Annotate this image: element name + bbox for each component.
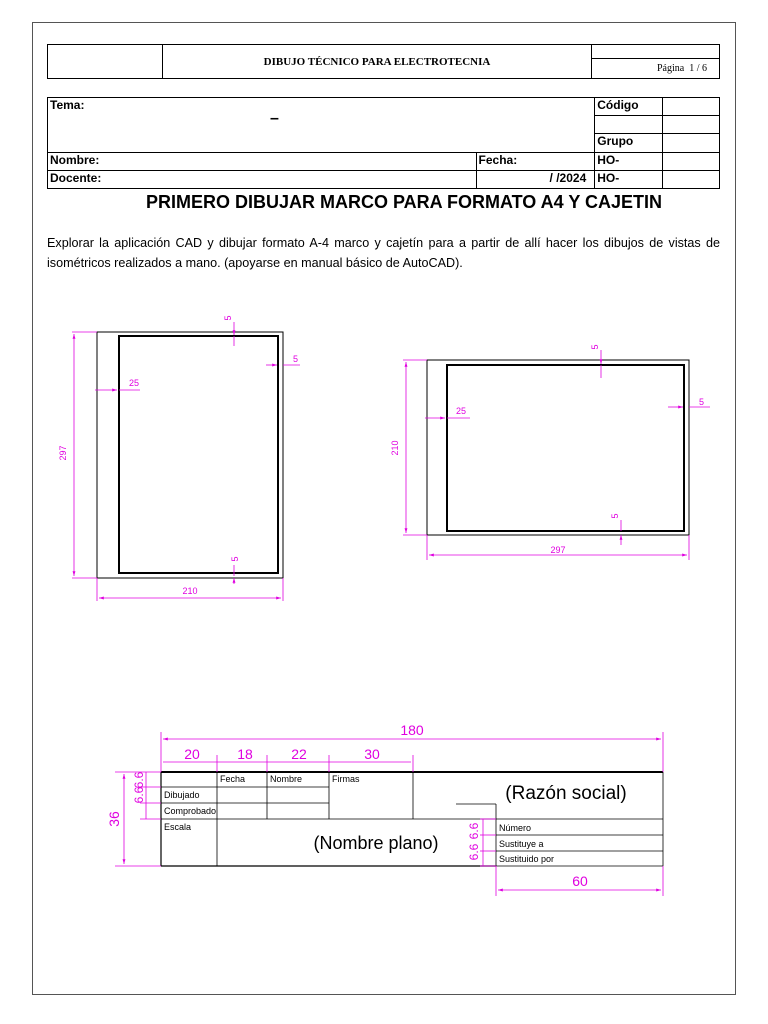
ho1-label: HO- <box>595 152 662 170</box>
landscape-dim-top: 5 <box>590 344 600 350</box>
ho2-label: HO- <box>595 170 662 188</box>
nombre-label: Nombre: <box>48 152 477 170</box>
course-title: DIBUJO TÉCNICO PARA ELECTROTECNIA <box>163 45 592 79</box>
description: Explorar la aplicación CAD y dibujar formato A-4 marco y cajetín para a partir de allí hacer los dibujos de vistas de isométricos realizados a mano. (apoyarse en manual básico de AutoCAD). <box>47 236 720 270</box>
cajetin-fecha: Fecha <box>220 774 246 784</box>
page-label: Página <box>657 63 685 74</box>
cajetin-nombre-plano: (Nombre plano) <box>313 833 439 853</box>
tema-label: Tema: <box>50 98 85 112</box>
landscape-dim-right: 5 <box>699 397 705 407</box>
cajetin-drawing <box>106 722 663 896</box>
portrait-a4-drawing <box>58 315 300 601</box>
cajetin-dim-col3: 22 <box>291 746 307 762</box>
portrait-dim-bottom: 5 <box>230 556 240 562</box>
cajetin-comprobado: Comprobado <box>164 806 217 816</box>
cajetin-razon-social: (Razón social) <box>505 783 627 804</box>
cajetin-numero: Número <box>499 823 532 833</box>
portrait-frame <box>119 336 278 573</box>
date-value: / /2024 <box>476 170 595 188</box>
cajetin-dim-total: 180 <box>400 722 424 738</box>
cajetin-sustituye: Sustituye a <box>499 839 544 849</box>
page-value: 1 / 6 <box>689 63 707 74</box>
landscape-dim-bottom: 5 <box>610 513 620 519</box>
cajetin-dim-row2: 6.6 <box>132 786 146 804</box>
portrait-dim-top: 5 <box>223 315 233 321</box>
cajetin-dim-row1: 6.6 <box>132 771 146 789</box>
landscape-frame <box>447 365 684 531</box>
cajetin-nombre: Nombre <box>270 774 303 784</box>
fecha-label: Fecha: <box>476 152 595 170</box>
grupo-label: Grupo <box>595 134 662 152</box>
landscape-dim-left: 25 <box>456 406 467 416</box>
portrait-dim-width: 210 <box>182 586 198 596</box>
cajetin-dim-bottom-right: 60 <box>572 873 588 889</box>
cajetin-dim-col4: 30 <box>364 746 380 762</box>
cajetin-dim-row3: 6.6 <box>467 822 481 840</box>
docente-label: Docente: <box>48 170 477 188</box>
cajetin-dim-row4: 6.6 <box>467 843 481 861</box>
portrait-sheet <box>97 332 283 578</box>
portrait-dim-right: 5 <box>293 354 299 364</box>
cajetin-dibujado: Dibujado <box>164 790 200 800</box>
cajetin-sustituido: Sustituido por <box>499 854 555 864</box>
main-heading: PRIMERO DIBUJAR MARCO PARA FORMATO A4 Y CAJETIN <box>145 192 663 212</box>
cajetin-dim-height: 36 <box>106 811 122 827</box>
portrait-dim-height: 297 <box>58 445 68 461</box>
codigo-label: Código <box>595 98 662 116</box>
landscape-a4-drawing <box>390 344 710 560</box>
cajetin-dim-col2: 18 <box>237 746 253 762</box>
tema-value: – <box>270 110 279 127</box>
portrait-dim-left: 25 <box>129 378 140 388</box>
cajetin-firmas: Firmas <box>332 774 360 784</box>
cajetin-escala: Escala <box>164 822 192 832</box>
landscape-dim-width: 297 <box>550 545 566 555</box>
landscape-sheet <box>427 360 689 535</box>
landscape-dim-height: 210 <box>390 440 400 456</box>
cajetin-dim-col1: 20 <box>184 746 200 762</box>
